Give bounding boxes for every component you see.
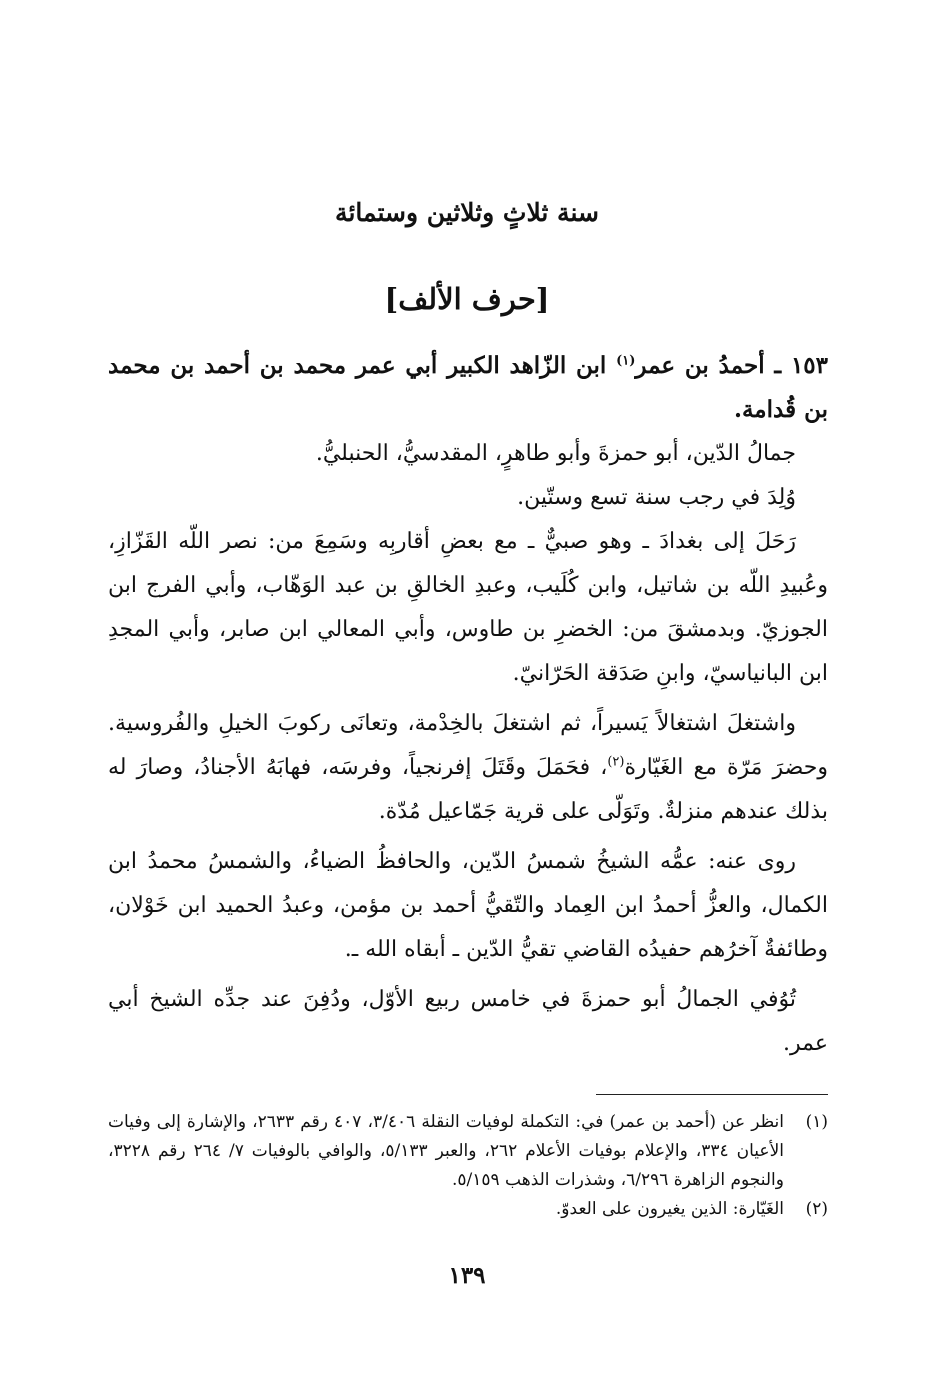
entry-lineage: ابن الزّاهد الكبير أبي عمر محمد بن أحمد بن محمد بن قُدامة. [108, 352, 828, 423]
paragraph-career-part-b: ، فحَمَلَ وقَتَلَ إفرنجياً، وفرسَه، فهابَهُ الأجنادُ، وصارَ له بذلك عندهم منزلةٌ. وتَوَلّى على قرية جَمّاعيل مُدّة. [108, 755, 828, 824]
year-heading: سنة ثلاثٍ وثلاثين وستمائة [335, 198, 599, 227]
page-number: ١٣٩ [448, 1262, 486, 1289]
footnote-2-text: الغَيّارة: الذين يغيرون على العدوّ. [555, 1199, 784, 1219]
entry-heading [108, 344, 828, 432]
footnote-2-mark: (٢) [805, 1199, 828, 1219]
footnote-ref-2: (٢) [607, 754, 625, 770]
footnote-1 [108, 1108, 828, 1195]
section-heading: [حرف الألف] [384, 282, 550, 316]
paragraph-travels: رَحَلَ إلى بغدادَ ـ وهو صبيٌّ ـ مع بعضِ أقاربِه وسَمِعَ من: نصر اللّه القَزّازِ، وعُبيدِ اللّه بن شاتيل، وابن كُلَيب، وعبدِ الخالقِ بن عبد الوَهّاب، وأبي الفرج ابن الجوزيّ. وبدمشقَ من: الخضرِ بن طاوس، وأبي المعالي ابن صابر، وأبي المجدِ ابن البانياسيّ، وابنِ صَدَقة الحَرّانيّ. [108, 529, 828, 686]
footnote-ref-1: (١) [616, 353, 636, 369]
biography-body [108, 344, 828, 1066]
paragraph-narrators: روى عنه: عمُّه الشيخُ شمسُ الدّين، والحافظُ الضياءُ، والشمسُ محمدُ ابن الكمال، والعزُّ أحمدُ ابن العِماد والتّقيُّ أحمد بن مؤمن، وعبدُ الحميد ابن خَوْلان، وطائفةٌ آخرُهم حفيدُه القاضي تقيُّ الدّين ـ أبقاه الله ـ. [108, 849, 828, 962]
entry-number-name: ١٥٣ ـ أحمدُ بن عمر [635, 352, 828, 379]
footnote-separator [596, 1094, 828, 1095]
paragraph-kunya: جمالُ الدّين، أبو حمزةَ وأبو طاهرٍ، المقدسيُّ، الحنبليُّ. [315, 441, 796, 466]
footnotes [108, 1108, 828, 1224]
footnote-1-mark: (١) [805, 1112, 828, 1132]
paragraph-death: تُوُفي الجمالُ أبو حمزةَ في خامس ربيع الأوّل، ودُفِنَ عند جدِّه الشيخ أبي عمر. [108, 987, 828, 1056]
footnote-2 [108, 1195, 828, 1224]
paragraph-career [108, 702, 828, 834]
paragraph-birth: وُلِدَ في رجب سنة تسع وستّين. [517, 485, 796, 510]
footnote-1-text: انظر عن (أحمد بن عمر) في: التكملة لوفيات النقلة ٣/٤٠٦، ٤٠٧ رقم ٢٦٣٣، والإشارة إلى وفيات الأعيان ٣٣٤، والإعلام بوفيات الأعلام ٢٦٢، والعبر ٥/١٣٣، والوافي بالوفيات ٧/ ٢٦٤ رقم ٣٢٢٨، والنجوم الزاهرة ٦/٢٩٦، وشذرات الذهب ٥/١٥٩. [108, 1112, 785, 1190]
paragraph-career-part-a: واشتغلَ اشتغالاً يَسيراً، ثم اشتغلَ بالخِدْمة، وتعانَى ركوبَ الخيلِ والفُروسية. وحضرَ مَرّة مع الغَيّارة [108, 711, 828, 780]
